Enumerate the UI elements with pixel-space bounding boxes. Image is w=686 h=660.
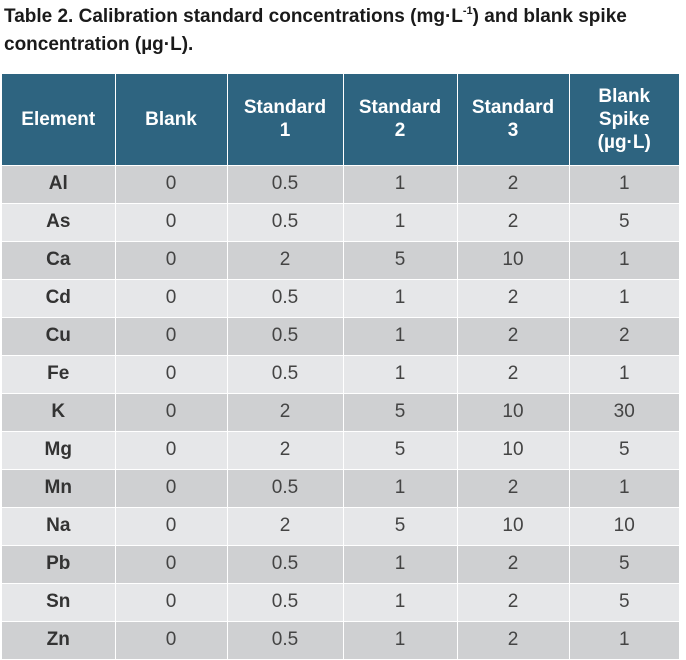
column-header-standard-2 [343,74,457,165]
value-cell-standard-2: 5 [343,431,457,469]
caption-text-end: ) and blank spike concentration (µg·L). [4,6,627,55]
value-cell-blank-spike: 30 [569,393,679,431]
value-cell-blank-spike: 2 [569,317,679,355]
value-cell-standard-2: 1 [343,279,457,317]
table-row [2,279,679,317]
table-row [2,621,679,659]
value-cell-blank: 0 [115,583,227,621]
caption-superscript: -1 [462,4,473,17]
value-cell-blank: 0 [115,165,227,203]
value-cell-standard-1: 2 [227,241,343,279]
value-cell-standard-1: 0.5 [227,203,343,241]
table-row [2,165,679,203]
table-row [2,203,679,241]
value-cell-blank: 0 [115,621,227,659]
value-cell-standard-2: 5 [343,507,457,545]
value-cell-blank-spike: 1 [569,469,679,507]
value-cell-standard-2: 1 [343,545,457,583]
element-cell: K [2,393,115,431]
caption-text-start: Table 2. Calibration standard concentrations (mg·L [4,6,463,27]
element-cell: Al [2,165,115,203]
element-cell: Zn [2,621,115,659]
header-line: 3 [507,120,519,142]
value-cell-standard-3: 10 [457,507,569,545]
value-cell-standard-2: 1 [343,583,457,621]
table-row [2,545,679,583]
value-cell-standard-1: 0.5 [227,317,343,355]
value-cell-blank: 0 [115,203,227,241]
element-cell: Pb [2,545,115,583]
column-header-blank [115,74,227,165]
header-line: 1 [279,120,291,142]
value-cell-standard-2: 1 [343,621,457,659]
value-cell-blank-spike: 1 [569,279,679,317]
table-row [2,431,679,469]
value-cell-standard-1: 2 [227,507,343,545]
value-cell-blank-spike: 1 [569,241,679,279]
value-cell-standard-3: 2 [457,279,569,317]
header-line: (µg·L) [597,131,651,153]
value-cell-standard-3: 2 [457,317,569,355]
header-line: Element [21,108,96,130]
element-cell: Cu [2,317,115,355]
value-cell-blank-spike: 5 [569,203,679,241]
value-cell-blank: 0 [115,507,227,545]
element-cell: Ca [2,241,115,279]
column-header-standard-1 [227,74,343,165]
element-cell: Mg [2,431,115,469]
table-row [2,583,679,621]
value-cell-standard-3: 2 [457,203,569,241]
table-body [2,165,679,659]
value-cell-standard-1: 0.5 [227,279,343,317]
column-header-blank-spike [569,74,679,165]
header-line: Standard [243,97,327,119]
value-cell-standard-3: 2 [457,165,569,203]
value-cell-standard-3: 2 [457,355,569,393]
value-cell-standard-2: 1 [343,317,457,355]
element-cell: Cd [2,279,115,317]
element-cell: Sn [2,583,115,621]
header-line: Blank [598,85,651,107]
table-row [2,393,679,431]
value-cell-blank-spike: 1 [569,165,679,203]
value-cell-standard-2: 1 [343,469,457,507]
value-cell-blank: 0 [115,241,227,279]
table-row [2,507,679,545]
value-cell-blank-spike: 1 [569,355,679,393]
value-cell-blank: 0 [115,317,227,355]
value-cell-standard-2: 5 [343,393,457,431]
table-caption [4,3,674,59]
value-cell-standard-2: 1 [343,165,457,203]
header-line: 2 [394,120,406,142]
table-row [2,469,679,507]
column-header-standard-3 [457,74,569,165]
value-cell-blank: 0 [115,431,227,469]
value-cell-blank: 0 [115,355,227,393]
table-row [2,317,679,355]
value-cell-standard-2: 1 [343,203,457,241]
value-cell-standard-1: 0.5 [227,355,343,393]
value-cell-standard-1: 0.5 [227,469,343,507]
value-cell-standard-3: 2 [457,583,569,621]
value-cell-blank: 0 [115,545,227,583]
header-line: Standard [358,97,442,119]
header-line: Blank [145,108,197,130]
value-cell-standard-2: 1 [343,355,457,393]
value-cell-standard-2: 5 [343,241,457,279]
value-cell-standard-1: 0.5 [227,621,343,659]
value-cell-standard-3: 2 [457,621,569,659]
value-cell-standard-3: 10 [457,241,569,279]
value-cell-standard-3: 10 [457,431,569,469]
value-cell-standard-1: 0.5 [227,583,343,621]
value-cell-blank-spike: 10 [569,507,679,545]
value-cell-standard-1: 2 [227,393,343,431]
value-cell-standard-1: 2 [227,431,343,469]
value-cell-standard-3: 2 [457,545,569,583]
column-header-element [2,74,115,165]
value-cell-standard-1: 0.5 [227,165,343,203]
value-cell-blank-spike: 5 [569,431,679,469]
value-cell-standard-3: 10 [457,393,569,431]
calibration-table [2,74,679,660]
value-cell-blank-spike: 1 [569,621,679,659]
element-cell: Fe [2,355,115,393]
element-cell: Na [2,507,115,545]
value-cell-blank: 0 [115,279,227,317]
header-line: Standard [471,97,555,119]
element-cell: As [2,203,115,241]
value-cell-standard-1: 0.5 [227,545,343,583]
table-row [2,241,679,279]
element-cell: Mn [2,469,115,507]
value-cell-blank: 0 [115,469,227,507]
value-cell-blank: 0 [115,393,227,431]
table-row [2,355,679,393]
value-cell-blank-spike: 5 [569,583,679,621]
header-line: Spike [598,108,650,130]
header-row [2,74,679,165]
value-cell-standard-3: 2 [457,469,569,507]
table-header [2,74,679,165]
value-cell-blank-spike: 5 [569,545,679,583]
